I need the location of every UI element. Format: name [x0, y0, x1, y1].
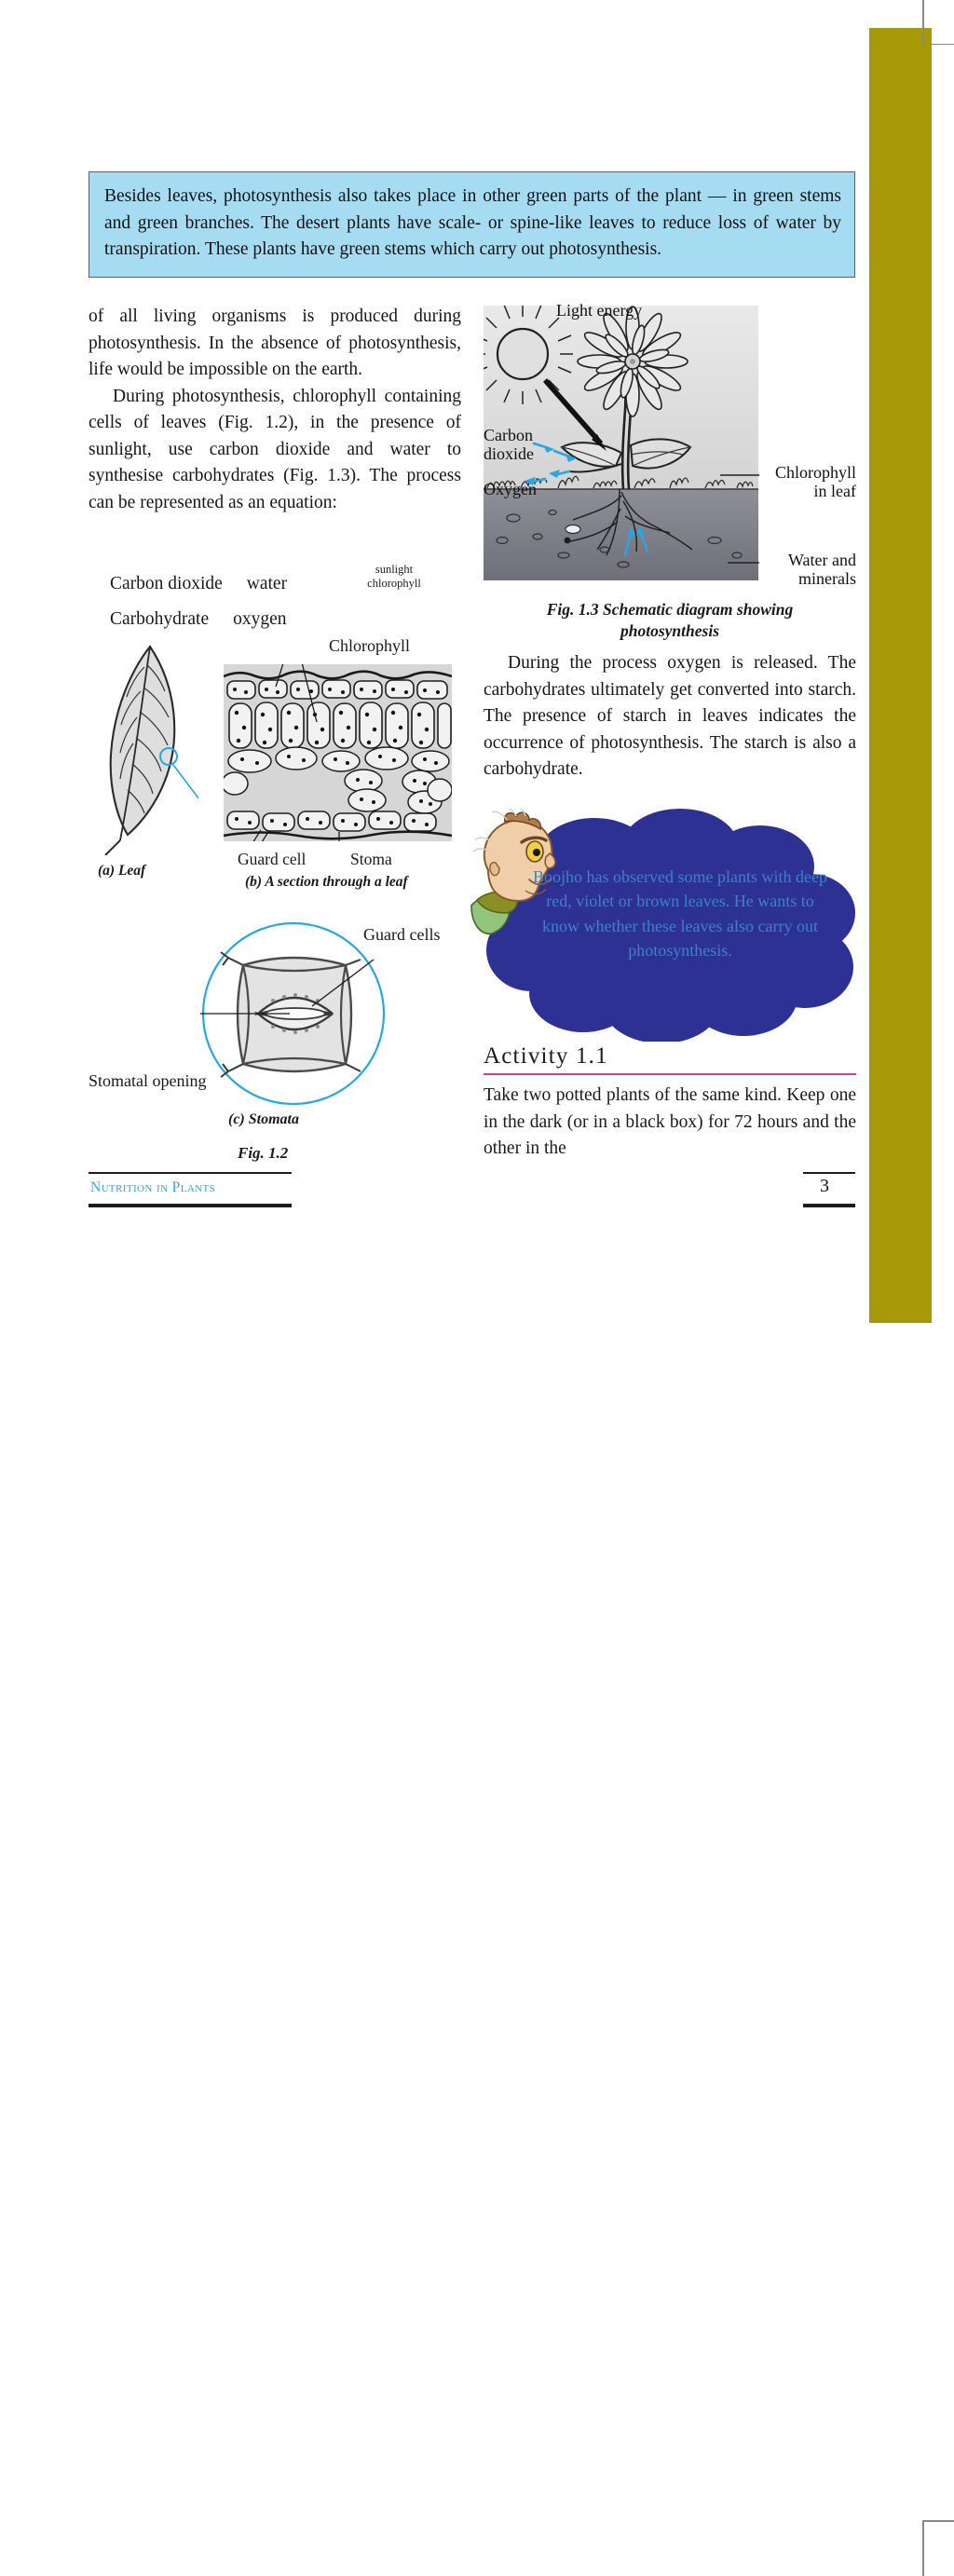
activity-underline: [484, 1073, 856, 1075]
figure-1-2: [89, 632, 461, 1163]
figure-1-3-label-carbon-dioxide-line2: dioxide: [484, 443, 534, 463]
leaf-cross-section-drawing: [224, 664, 452, 841]
figure-1-2-annotation-guard-cell: Guard cell: [238, 850, 307, 868]
figure-1-2-annotation-guard-cells: Guard cells: [363, 925, 441, 944]
stomata-magnified-drawing: [200, 920, 387, 1107]
figure-1-3-label-water-line2: minerals: [798, 568, 856, 588]
footer-page-number: 3: [820, 1176, 829, 1196]
equation-product-carbohydrate: Carbohydrate: [110, 609, 210, 629]
figure-1-3-label-light-energy: Light energy: [556, 301, 643, 320]
figure-1-2-label-a: (a) Leaf: [98, 863, 146, 879]
figure-1-3-caption-line1: Fig. 1.3 Schematic diagram showing: [546, 600, 794, 619]
callout-box: [89, 171, 855, 278]
figure-1-2-annotation-stomatal-opening: Stomatal opening: [89, 1071, 207, 1090]
footer-chapter-title: Nutrition in Plants: [90, 1179, 216, 1195]
figure-1-3-caption-line2: photosynthesis: [620, 620, 719, 640]
leaf-drawing-icon: [96, 641, 198, 855]
equation-condition-chlorophyll: chlorophyll: [367, 576, 421, 590]
activity-title: Activity 1.1: [484, 1043, 608, 1069]
figure-1-3-label-chlorophyll-in-leaf: [759, 464, 856, 501]
footer-left-rule-bottom: [89, 1204, 292, 1207]
right-text-column: [484, 650, 856, 784]
equation-product-oxygen: oxygen: [233, 609, 287, 629]
left-paragraph-1: of all living organisms is produced during photosynthesis. In the absence of photosynthesis, life would be impossible on the earth.: [89, 307, 461, 380]
left-text-column: [89, 304, 461, 517]
boojho-speech-block: [464, 809, 860, 1042]
figure-1-2-annotation-stoma: Stoma: [350, 850, 392, 868]
crop-mark-bottom-right: [0, 1258, 954, 1349]
equation-condition-sunlight: sunlight: [375, 563, 414, 576]
right-paragraph-1: During the process oxygen is released. The carbohydrates ultimately get converted into starch. The presence of starch in leaves indicates the occurrence of photosynthesis. The starch is also a carbohydrate.: [484, 653, 856, 780]
boojho-speech-text: Boojho has observed some plants with deep red, violet or brown leaves. He wants to know whether these leaves also carry out photosynthesis.: [533, 867, 827, 961]
footer-right-rule-bottom: [803, 1204, 855, 1207]
figure-1-2-annotation-chlorophyll: Chlorophyll: [329, 636, 411, 655]
figure-1-3-caption: [484, 599, 856, 642]
figure-1-3-label-oxygen: Oxygen: [484, 480, 537, 498]
figure-1-3-label-chlorophyll-line1: Chlorophyll: [774, 463, 856, 482]
figure-1-3-image: [484, 306, 758, 580]
footer-right-rule-top: [803, 1172, 855, 1174]
activity-section: [484, 1043, 856, 1163]
figure-1-3-label-carbon-dioxide-line1: Carbon: [484, 426, 533, 444]
callout-text: Besides leaves, photosynthesis also takes place in other green parts of the plant — in green stems and green branches. The desert plants have scale- or spine-like leaves to reduce loss of water by transpiration. These plants have green stems which carry out photosynthesis.: [104, 186, 841, 260]
equation-conditions: [338, 563, 450, 591]
figure-1-2-caption: Fig. 1.2: [238, 1144, 289, 1162]
left-paragraph-2: During photosynthesis, chlorophyll containing cells of leaves (Fig. 1.2), in the presence of sunlight, use carbon dioxide and water to synthesise carbohydrates (Fig. 1.3). The process can be represented as an equation:: [89, 386, 461, 512]
figure-1-2-label-c: (c) Stomata: [228, 1111, 299, 1127]
equation-reactant-carbon-dioxide: Carbon dioxide: [110, 574, 223, 593]
photosynthesis-equation: [110, 563, 483, 630]
figure-1-3-label-water-line1: Water and: [787, 551, 856, 569]
equation-reactant-water: water: [246, 574, 288, 593]
figure-1-2-label-b: (b) A section through a leaf: [245, 874, 408, 890]
crop-mark-top-right: [0, 0, 954, 56]
footer-left-rule-top: [89, 1172, 292, 1174]
page-edge-band: [869, 28, 932, 1323]
equation-products: [110, 602, 483, 630]
figure-1-3-label-chlorophyll-line2: in leaf: [813, 481, 856, 500]
activity-body-text: Take two potted plants of the same kind. Keep one in the dark (or in a black box) for 72 hours and the other in the: [484, 1085, 856, 1159]
figure-1-3-label-water-and-minerals: [756, 552, 856, 589]
page-footer: [0, 1172, 954, 1237]
